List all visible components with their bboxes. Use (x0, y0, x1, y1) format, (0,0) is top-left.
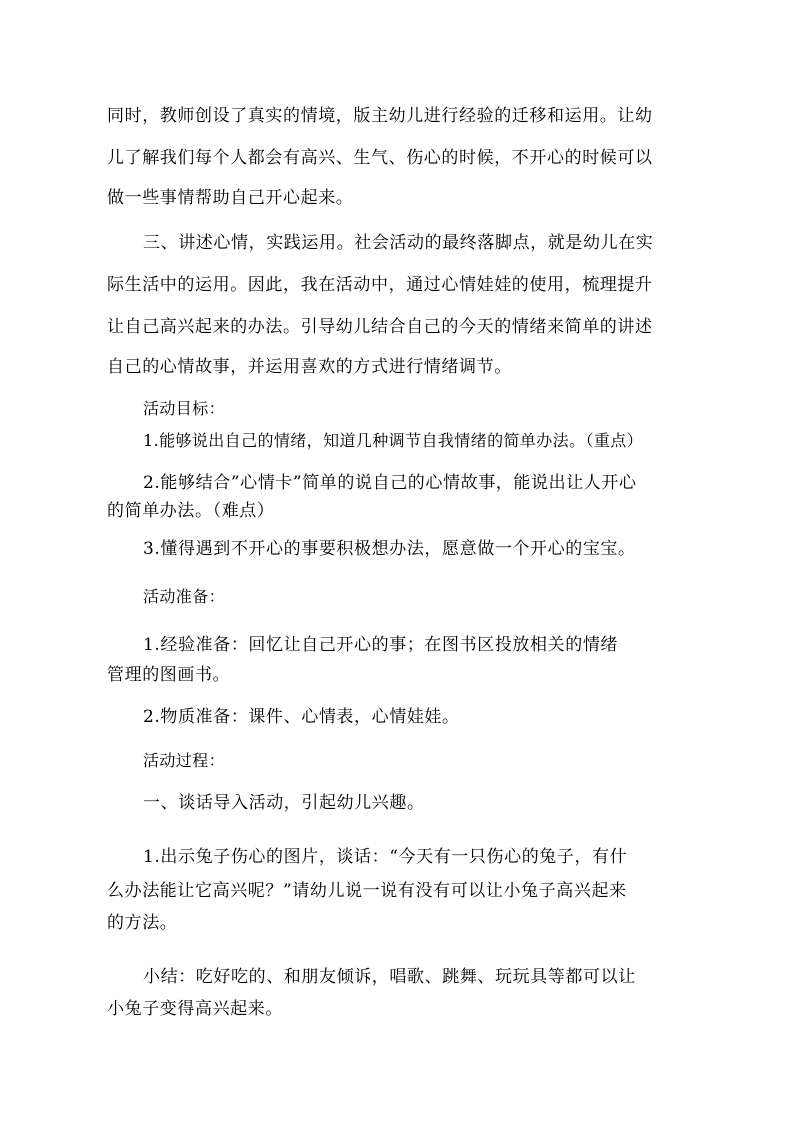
goal-item-1: 1.能够说出自己的情绪，知道几种调节自我情绪的简单办法。（重点） (143, 431, 644, 450)
paragraph-2-line-1: 三、讲述心情，实践运用。社会活动的最终落脚点，就是幼儿在实 (143, 233, 654, 253)
paragraph-1-line-3: 做一些事情帮助自己开心起来。 (107, 188, 354, 208)
paragraph-2-line-3: 让自己高兴起来的办法。引导幼儿结合自己的今天的情绪来简单的讲述 (107, 317, 653, 337)
paragraph-2-line-2: 际生活中的运用。因此，我在活动中，通过心情娃娃的使用，梳理提升 (107, 275, 653, 295)
goal-item-2-line-1: 2.能够结合”心情卡”简单的说自己的心情故事，能说出让人开心 (143, 473, 637, 493)
process-step-1-heading: 一、谈话导入活动，引起幼儿兴趣。 (143, 793, 425, 813)
prep-item-1-line-1: 1.经验准备：回忆让自己开心的事；在图书区投放相关的情绪 (143, 635, 619, 655)
goal-item-3: 3.懂得遇到不开心的事要积极想办法，愿意做一个开心的宝宝。 (143, 539, 636, 559)
prep-item-2: 2.物质准备：课件、心情表，心情娃娃。 (143, 707, 460, 727)
prep-item-1-line-2: 管理的图画书。 (107, 665, 231, 685)
summary-line-2: 小兔子变得高兴起来。 (107, 999, 283, 1019)
process-step-1-line-2: 么办法能让它高兴呢？”请幼儿说一说有没有可以让小兔子高兴起来 (107, 881, 627, 901)
process-step-1-line-1: 1.出示兔子伤心的图片，谈话：“今天有一只伤心的兔子，有什 (143, 847, 628, 867)
paragraph-1-line-1: 同时，教师创设了真实的情境，版主幼儿进行经验的迁移和运用。让幼 (107, 106, 653, 126)
section-heading-preparation: 活动准备： (143, 587, 226, 606)
paragraph-1-line-2: 儿了解我们每个人都会有高兴、生气、伤心的时候，不开心的时候可以 (107, 148, 653, 168)
summary-line-1: 小结：吃好吃的、和朋友倾诉，唱歌、跳舞、玩玩具等都可以让 (143, 967, 636, 987)
process-step-1-line-3: 的方法。 (107, 913, 178, 933)
section-heading-process: 活动过程： (143, 751, 226, 770)
section-heading-goals: 活动目标： (143, 399, 226, 418)
paragraph-2-line-4: 自己的心情故事，并运用喜欢的方式进行情绪调节。 (107, 357, 512, 377)
goal-item-2-line-2: 的简单办法。（难点） (107, 501, 275, 521)
